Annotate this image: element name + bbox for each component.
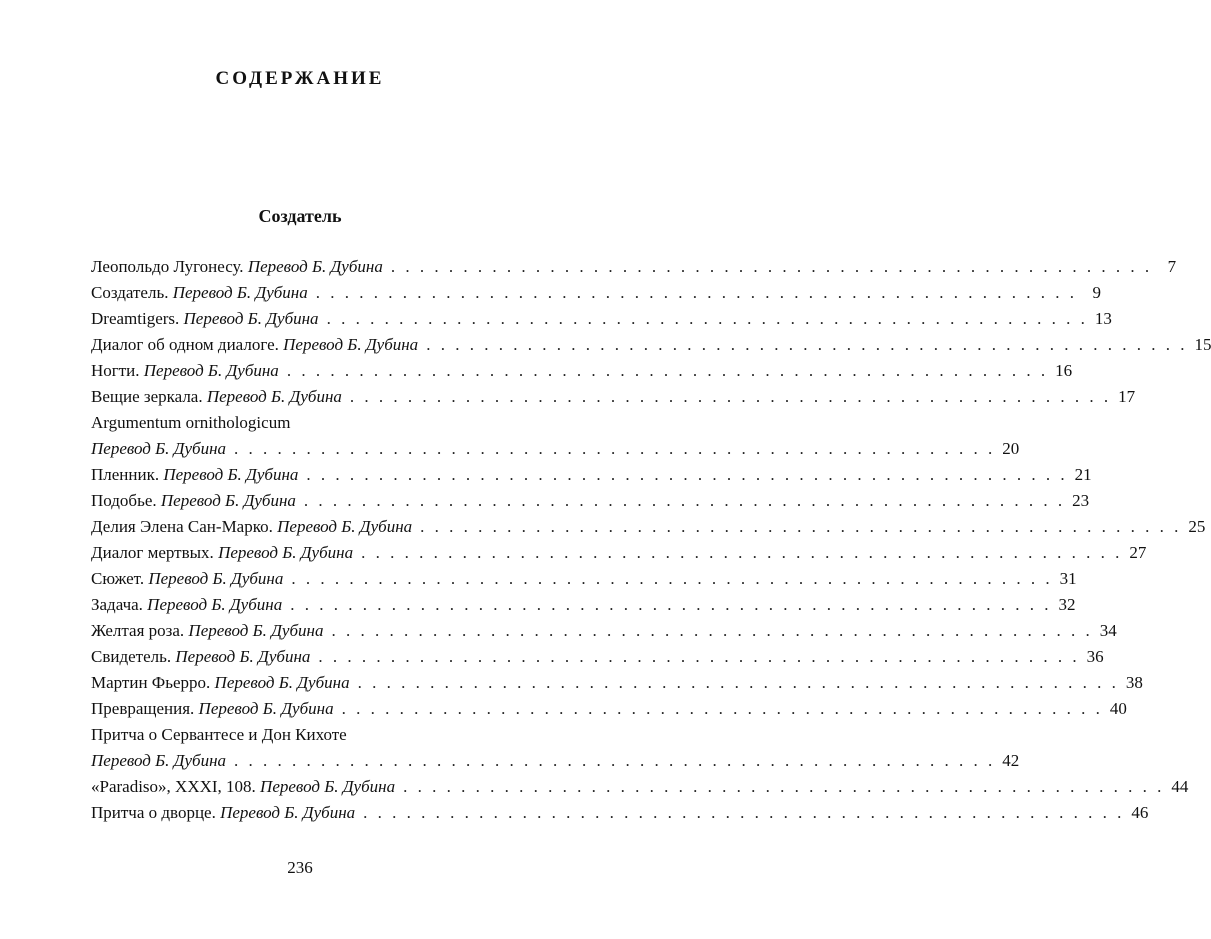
entry-text [91,644,310,670]
toc-entry [91,592,1076,618]
entry-line [91,332,1211,358]
toc-entry [91,618,1117,644]
entry-translator: Перевод Б. Дубина [247,257,383,276]
leader-dots: . . . . . . . . . . . . . . . . . . . . . . . . . . . . . . . . . . . . . . . . . . . . . . . . . . . . . [363,803,1125,822]
leader-dots: . . . . . . . . . . . . . . . . . . . . . . . . . . . . . . . . . . . . . . . . . . . . . . . . . . . . . [306,465,1068,484]
page-title: СОДЕРЖАНИЕ [215,68,385,89]
toc-entry [91,774,1189,800]
entry-text [91,384,342,410]
leader-dots: . . . . . . . . . . . . . . . . . . . . . . . . . . . . . . . . . . . . . . . . . . . . . . . . . . . . . [326,309,1088,328]
entry-line [91,384,1136,410]
entry-translator: Перевод Б. Дубина [148,569,284,588]
toc-entry [91,644,1104,670]
entry-title: Задача. [91,595,143,614]
leader-dots: . . . . . . . . . . . . . . . . . . . . . . . . . . . . . . . . . . . . . . . . . . . . . . . . . . . . . [303,491,1066,510]
toc-entry [91,384,1136,410]
entry-text [91,696,334,722]
entry-translator: Перевод Б. Дубина [143,361,279,380]
leader-dots: . . . . . . . . . . . . . . . . . . . . . . . . . . . . . . . . . . . . . . . . . . . . . . . . . . . . . [234,751,996,770]
toc-entry [91,358,1073,384]
entry-text [91,462,298,488]
leader-dots: . . . . . . . . . . . . . . . . . . . . . . . . . . . . . . . . . . . . . . . . . . . . . . . . . . . . . [403,777,1165,796]
entry-line [91,670,1143,696]
entry-title: Dreamtigers. [91,309,180,328]
entry-line [91,462,1092,488]
entry-title: Создатель. [91,283,169,302]
entry-line [91,618,1117,644]
entry-title: Желтая роза. [91,621,185,640]
entry-title: Притча о дворце. [91,803,216,822]
entry-translator: Перевод Б. Дубина [147,595,283,614]
entry-title: Мартин Фьерро. [91,673,211,692]
entry-text [91,748,226,774]
toc-entry [91,540,1147,566]
entry-text [91,618,323,644]
toc-entry [91,410,1020,462]
table-of-contents [91,254,1211,826]
page-number: 236 [287,858,313,877]
toc-entry [91,280,1101,306]
toc-entry [91,566,1077,592]
toc-entry [91,488,1090,514]
entry-title: Вещие зеркала. [91,387,203,406]
entry-title: Argumentum ornithologicum [91,413,291,432]
entry-page-number: 36 [1086,647,1104,666]
toc-entry [91,722,1020,774]
entry-line [91,566,1077,592]
leader-dots: . . . . . . . . . . . . . . . . . . . . . . . . . . . . . . . . . . . . . . . . . . . . . . . . . . . . . [420,517,1182,536]
entry-translator: Перевод Б. Дубина [214,673,350,692]
entry-page-number: 27 [1129,543,1147,562]
entry-page-number: 32 [1058,595,1076,614]
entry-page-number: 38 [1125,673,1143,692]
entry-page-number: 34 [1099,621,1117,640]
entry-line [91,800,1149,826]
entry-text [91,566,283,592]
leader-dots: . . . . . . . . . . . . . . . . . . . . . . . . . . . . . . . . . . . . . . . . . . . . . . . . . . . . . [318,647,1080,666]
entry-title: Сюжет. [91,569,145,588]
entry-text [91,592,282,618]
entry-text [91,800,355,826]
entry-line [91,436,1020,462]
toc-entry [91,800,1149,826]
entry-page-number: 16 [1055,361,1073,380]
entry-line [91,358,1073,384]
toc-entry [91,462,1092,488]
entry-translator: Перевод Б. Дубина [91,751,227,770]
leader-dots: . . . . . . . . . . . . . . . . . . . . . . . . . . . . . . . . . . . . . . . . . . . . . . . . . . . . . [331,621,1093,640]
entry-title: Делия Элена Сан-Марко. [91,517,273,536]
entry-title: Подобье. [91,491,157,510]
leader-dots: . . . . . . . . . . . . . . . . . . . . . . . . . . . . . . . . . . . . . . . . . . . . . . . . . . . . . [349,387,1112,406]
entry-translator: Перевод Б. Дубина [91,439,227,458]
entry-line [91,514,1206,540]
entry-page-number: 21 [1074,465,1092,484]
entry-line [91,644,1104,670]
entry-title: Диалог мертвых. [91,543,214,562]
entry-title: Леопольдо Лугонесу. [91,257,244,276]
entry-page-number: 25 [1188,517,1206,536]
entry-translator: Перевод Б. Дубина [163,465,299,484]
entry-page-number: 20 [1002,439,1020,458]
entry-text [91,488,296,514]
entry-page-number: 40 [1109,699,1127,718]
entry-text [91,280,308,306]
entry-page-number: 31 [1059,569,1077,588]
leader-dots: . . . . . . . . . . . . . . . . . . . . . . . . . . . . . . . . . . . . . . . . . . . . . . . . . . . . . [290,595,1052,614]
toc-entry [91,254,1177,280]
entry-translator: Перевод Б. Дубина [218,543,354,562]
leader-dots: . . . . . . . . . . . . . . . . . . . . . . . . . . . . . . . . . . . . . . . . . . . . . . . . . . . . . [357,673,1119,692]
entry-line [91,774,1189,800]
leader-dots: . . . . . . . . . . . . . . . . . . . . . . . . . . . . . . . . . . . . . . . . . . . . . . . . . . . . . [286,361,1049,380]
section-heading: Создатель [258,206,342,226]
entry-translator: Перевод Б. Дубина [160,491,296,510]
leader-dots: . . . . . . . . . . . . . . . . . . . . . . . . . . . . . . . . . . . . . . . . . . . . . . . . . . . . . [361,543,1123,562]
leader-dots: . . . . . . . . . . . . . . . . . . . . . . . . . . . . . . . . . . . . . . . . . . . . . . . . . . . . . [426,335,1188,354]
entry-page-number: 15 [1194,335,1211,354]
leader-dots: . . . . . . . . . . . . . . . . . . . . . . . . . . . . . . . . . . . . . . . . . . . . . . . . . . . . . [234,439,996,458]
entry-title: Свидетель. [91,647,172,666]
entry-line [91,748,1020,774]
leader-dots: . . . . . . . . . . . . . . . . . . . . . . . . . . . . . . . . . . . . . . . . . . . . . . . . . . . . . [291,569,1053,588]
entry-translator: Перевод Б. Дубина [283,335,419,354]
toc-entry [91,332,1211,358]
entry-translator: Перевод Б. Дубина [260,777,396,796]
entry-text [91,670,350,696]
leader-dots: . . . . . . . . . . . . . . . . . . . . . . . . . . . . . . . . . . . . . . . . . . . . . . . . . . . . . [390,257,1153,276]
entry-page-number: 7 [1167,257,1177,276]
entry-text [91,306,319,332]
entry-title: Диалог об одном диалоге. [91,335,279,354]
toc-entry [91,696,1127,722]
toc-entry [91,670,1143,696]
entry-page-number: 44 [1171,777,1189,796]
toc-entry [91,514,1206,540]
entry-line [91,592,1076,618]
entry-text [91,540,353,566]
entry-text [91,332,418,358]
entry-page-number: 42 [1002,751,1020,770]
entry-title: Притча о Сервантесе и Дон Кихоте [91,725,347,744]
entry-translator: Перевод Б. Дубина [172,283,308,302]
entry-line [91,696,1127,722]
entry-translator: Перевод Б. Дубина [206,387,342,406]
entry-title: «Paradiso», XXXI, 108. [91,777,256,796]
entry-line [91,488,1090,514]
entry-page-number: 46 [1131,803,1149,822]
entry-text [91,774,395,800]
entry-translator: Перевод Б. Дубина [188,621,324,640]
entry-page-number: 23 [1072,491,1090,510]
entry-translator: Перевод Б. Дубина [220,803,356,822]
entry-text [91,358,279,384]
entry-title: Превращения. [91,699,195,718]
entry-translator: Перевод Б. Дубина [183,309,319,328]
entry-translator: Перевод Б. Дубина [175,647,311,666]
entry-text [91,436,226,462]
entry-page-number: 9 [1092,283,1101,302]
entry-title: Ногти. [91,361,140,380]
entry-line [91,540,1147,566]
entry-page-number: 13 [1094,309,1112,328]
leader-dots: . . . . . . . . . . . . . . . . . . . . . . . . . . . . . . . . . . . . . . . . . . . . . . . . . . . . . [341,699,1103,718]
entry-title: Пленник. [91,465,160,484]
entry-text [91,254,383,280]
entry-line [91,280,1101,306]
entry-translator: Перевод Б. Дубина [198,699,334,718]
toc-entry [91,306,1112,332]
leader-dots: . . . . . . . . . . . . . . . . . . . . . . . . . . . . . . . . . . . . . . . . . . . . . . . . . . . . . [315,283,1077,302]
entry-text [91,514,412,540]
entry-line [91,306,1112,332]
entry-line [91,254,1177,280]
entry-translator: Перевод Б. Дубина [277,517,413,536]
entry-page-number: 17 [1118,387,1136,406]
